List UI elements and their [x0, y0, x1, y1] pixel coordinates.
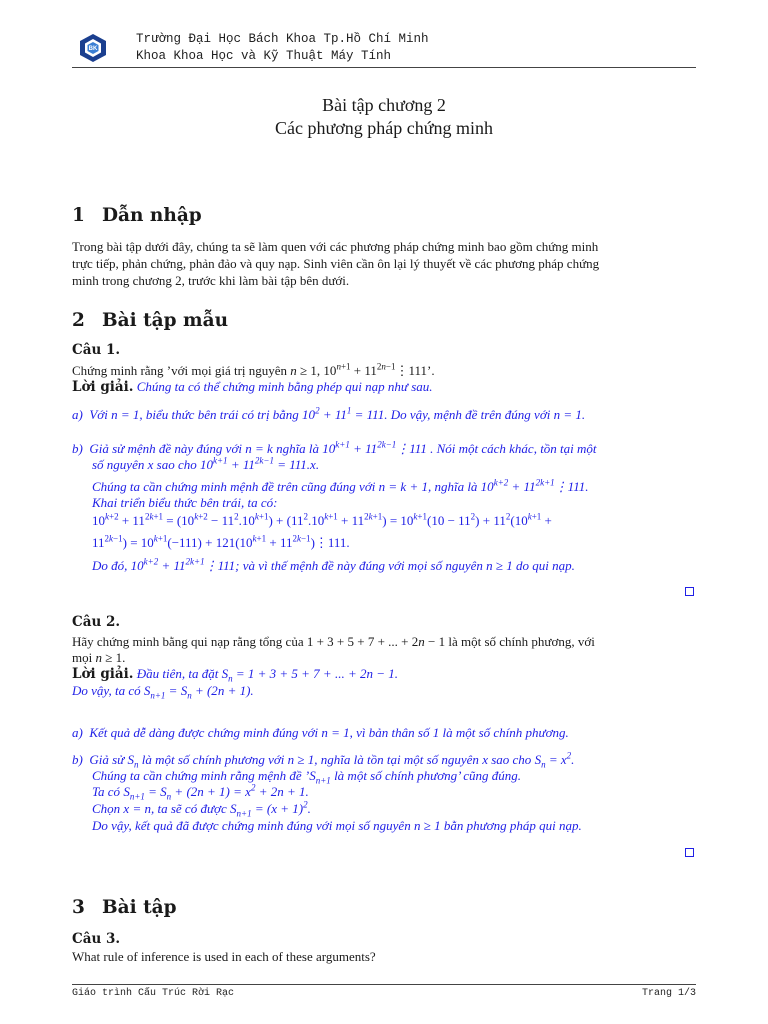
solution-line: Do vậy, ta có $S_{n+1} = S_n + (2n + 1)$. — [72, 683, 254, 701]
intro-line: Trong bài tập dưới đây, chúng ta sẽ làm quen với các phương pháp chứng minh bao gồm chứng minh — [72, 239, 599, 254]
solution-step-b: b) Giả sử $S_n$ là một số chính phương với n ≥ 1, nghĩa là tồn tại một số nguyên x sao cho $S_n = x^2$. — [72, 750, 575, 770]
section-number: 3 — [72, 897, 85, 918]
solution-step-a: a) Kết quả dễ dàng được chứng minh đúng với n = 1, vì bản thân số 1 là một số chính phương. — [72, 725, 569, 740]
solution-equation: $10^{k+2} + 11^{2k+1} = (10^{k+2} - 11^2.10^{k+1}) + (11^2.10^{k+1} + 11^{2k+1}) = 10^{k+1}(10 - 11^2) + 11^2(10^{k+1}$ + — [92, 511, 552, 528]
section-number: 1 — [72, 205, 85, 226]
header-text — [136, 31, 429, 65]
page-header — [0, 0, 768, 68]
question-3-statement: What rule of inference is used in each of these arguments? — [72, 949, 376, 964]
solution-line: Khai triển biểu thức bên trái, ta có: — [92, 495, 278, 510]
header-divider — [72, 67, 696, 68]
solution-step-a: a) Với n = 1, biểu thức bên trái có trị bằng $10^2 + 11^1 = 111$. Do vậy, mệnh đề trên đúng với n = 1. — [72, 405, 586, 422]
footer-page-number: Trang 1/3 — [641, 988, 696, 999]
university-name: Trường Đại Học Bách Khoa Tp.Hồ Chí Minh — [136, 32, 429, 46]
section-title: Bài tập mẫu — [102, 310, 229, 331]
question-1-solution-intro — [72, 378, 433, 396]
solution-line: Chọn x = n, ta sẽ có được $S_{n+1} = (x + 1)^2$. — [92, 799, 311, 819]
solution-line: Chúng ta cần chứng minh rằng mệnh đề $’S_{n+1}$ là một số chính phương’ cũng đúng. — [92, 768, 522, 786]
question-2-solution-intro: Lời giải. Đầu tiên, ta đặt $S_n = 1 + 3 + 5 + 7$ + ... + 2n − 1. — [72, 666, 398, 684]
intro-line: trực tiếp, phản chứng, phản đảo và quy nạp. Sinh viên cần ôn lại lý thuyết về các phương pháp chứng — [72, 256, 600, 271]
doc-title-line1: Bài tập chương 2 — [322, 95, 446, 115]
intro-line: minh trong chương 2, trước khi làm bài tập bên dưới. — [72, 273, 350, 288]
solution-step-b: b) Giả sử mệnh đề này đúng với n = k nghĩa là $10^{k+1}$ + $11^{2k-1}⋮111$ . Nói một cách khác, tồn tại một — [72, 439, 597, 456]
solution-line: số nguyên x sao cho $10^{k+1} + 11^{2k-1} = 111.x$. — [92, 455, 320, 472]
question-3-label: Câu 3. — [72, 931, 121, 947]
section-title: Bài tập — [102, 897, 177, 918]
section-title: Dẫn nhập — [102, 205, 202, 226]
logo-text: BK — [88, 46, 98, 52]
solution-intro-text: Chúng ta có thể chứng minh bằng phép qui nạp như sau. — [136, 379, 433, 394]
section-heading-exercises — [72, 897, 177, 918]
question-1-label: Câu 1. — [72, 342, 121, 358]
question-2-statement: mọi n ≥ 1. — [72, 650, 126, 665]
question-1-statement: Chứng minh rằng ’với mọi giá trị nguyên n ≥ 1, $10^{n+1}$ + $11^{2n-1}⋮111$’. — [72, 361, 435, 378]
qed-box-icon — [685, 587, 694, 596]
question-2-label: Câu 2. — [72, 614, 121, 630]
solution-line: Do đó, $10^{k+2}$ + $11^{2k+1}⋮111$; và vì thế mệnh đề này đúng với mọi số nguyên n ≥ 1 do qui nạp. — [92, 556, 575, 573]
question-2-statement: Hãy chứng minh bằng qui nạp rằng tổng của 1 + 3 + 5 + 7 + ... + 2n − 1 là một số chính phương, với — [72, 634, 595, 649]
solution-label: Lời giải. — [72, 666, 134, 682]
solution-line: Chúng ta cần chứng minh mệnh đề trên cũng đúng với n = k + 1, nghĩa là $10^{k+2}$ + $11^{2k+1}⋮111$. — [92, 477, 589, 494]
section-heading-intro — [72, 205, 202, 226]
faculty-name: Khoa Khoa Học và Kỹ Thuật Máy Tính — [136, 49, 392, 63]
university-logo-icon — [78, 33, 108, 63]
footer-divider — [72, 984, 696, 985]
solution-line: Ta có $S_{n+1} = S_n + (2n + 1) = x^2 + 2n + 1$. — [92, 782, 309, 802]
intro-paragraph — [72, 238, 696, 289]
solution-label: Lời giải. — [72, 379, 134, 395]
footer-course-name: Giáo trình Cấu Trúc Rời Rạc — [72, 988, 235, 999]
doc-title-line2: Các phương pháp chứng minh — [275, 118, 493, 138]
section-number: 2 — [72, 310, 85, 331]
solution-equation: $11^{2k-1}) = 10^{k+1}(-111) + 121(10^{k+1}$ + $11^{2k-1})⋮111$. — [92, 533, 350, 550]
section-heading-examples — [72, 310, 228, 331]
qed-box-icon — [685, 848, 694, 857]
solution-line: Do vậy, kết quả đã được chứng minh đúng với mọi số nguyên n ≥ 1 bằn phương pháp qui nạp. — [92, 818, 582, 833]
